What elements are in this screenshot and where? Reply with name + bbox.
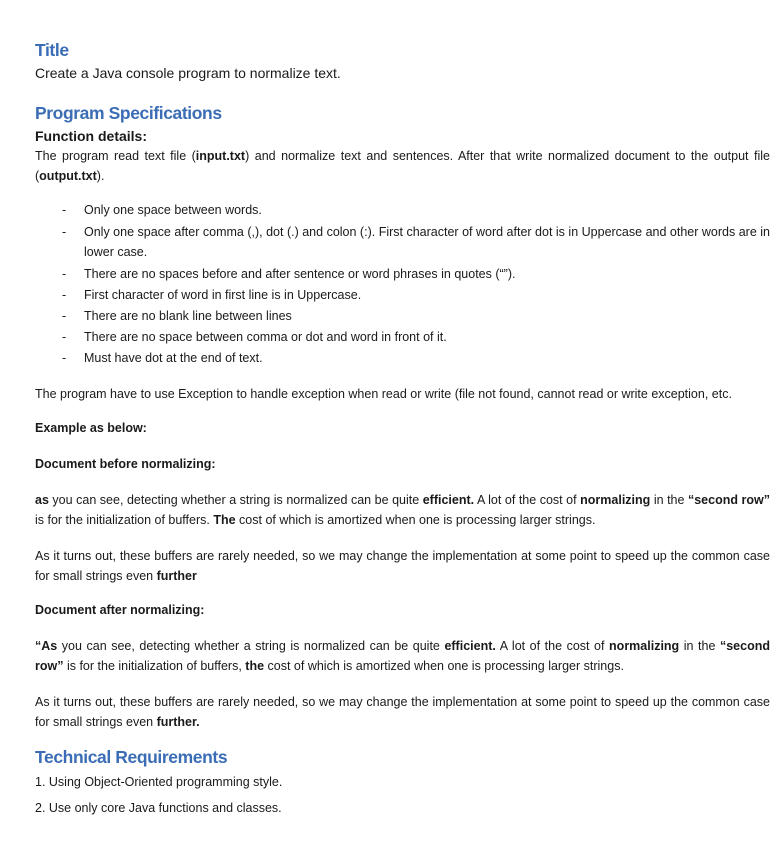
list-item: 2. Use only core Java functions and classes. xyxy=(35,801,282,815)
specifications-heading: Program Specifications xyxy=(35,103,222,123)
list-item: - There are no spaces before and after sentence or word phrases in quotes (“”). xyxy=(62,266,516,281)
input-file-name: input.txt xyxy=(195,149,246,163)
exception-paragraph: The program have to use Exception to handle exception when read or write (file not found, cannot read or write exception, etc. xyxy=(35,387,732,401)
list-item: - First character of word in first line is in Uppercase. xyxy=(62,288,362,302)
list-item: 1. Using Object-Oriented programming style. xyxy=(35,775,283,789)
document-page xyxy=(35,38,770,818)
after-normalizing-heading: Document after normalizing: xyxy=(35,603,205,617)
function-details-heading: Function details: xyxy=(35,128,147,144)
list-item: - Only one space between words. xyxy=(62,203,262,217)
list-item: - There are no blank line between lines xyxy=(62,308,292,323)
example-heading: Example as below: xyxy=(35,421,147,435)
rules-list xyxy=(35,200,770,368)
title-text: Create a Java console program to normalize text. xyxy=(35,65,341,81)
before-paragraph-2: As it turns out, these buffers are rarely needed, so we may change the implementation at some point to speed up the common case for small strings even further xyxy=(35,549,770,583)
list-item: - There are no space between comma or dot and word in front of it. xyxy=(62,330,447,344)
before-paragraph-1: as you can see, detecting whether a string is normalized can be quite efficient. A lot of the cost of normalizing in the “second row” is for the initialization of buffers. The cost of which is amortized when one is processing larger strings. xyxy=(35,493,770,527)
before-normalizing-heading: Document before normalizing: xyxy=(35,457,216,471)
technical-requirements-heading: Technical Requirements xyxy=(35,747,228,767)
output-file-name: output.txt xyxy=(39,169,97,183)
after-paragraph-2: As it turns out, these buffers are rarely needed, so we may change the implementation at some point to speed up the common case for small strings even further. xyxy=(35,695,770,729)
title-heading: Title xyxy=(35,40,69,60)
list-item: - Must have dot at the end of text. xyxy=(62,350,263,365)
list-item: - Only one space after comma (,), dot (.) and colon (:). First character of word after dot is in Uppercase and other words are in lower case. xyxy=(62,224,770,259)
program-intro-paragraph: The program read text file (input.txt) and normalize text and sentences. After that write normalized document to the output file (output.txt). xyxy=(35,149,770,183)
after-paragraph-1: “As you can see, detecting whether a string is normalized can be quite efficient. A lot of the cost of normalizing in the “second row” is for the initialization of buffers, the cost of which is amortized when one is processing larger strings. xyxy=(35,639,770,673)
